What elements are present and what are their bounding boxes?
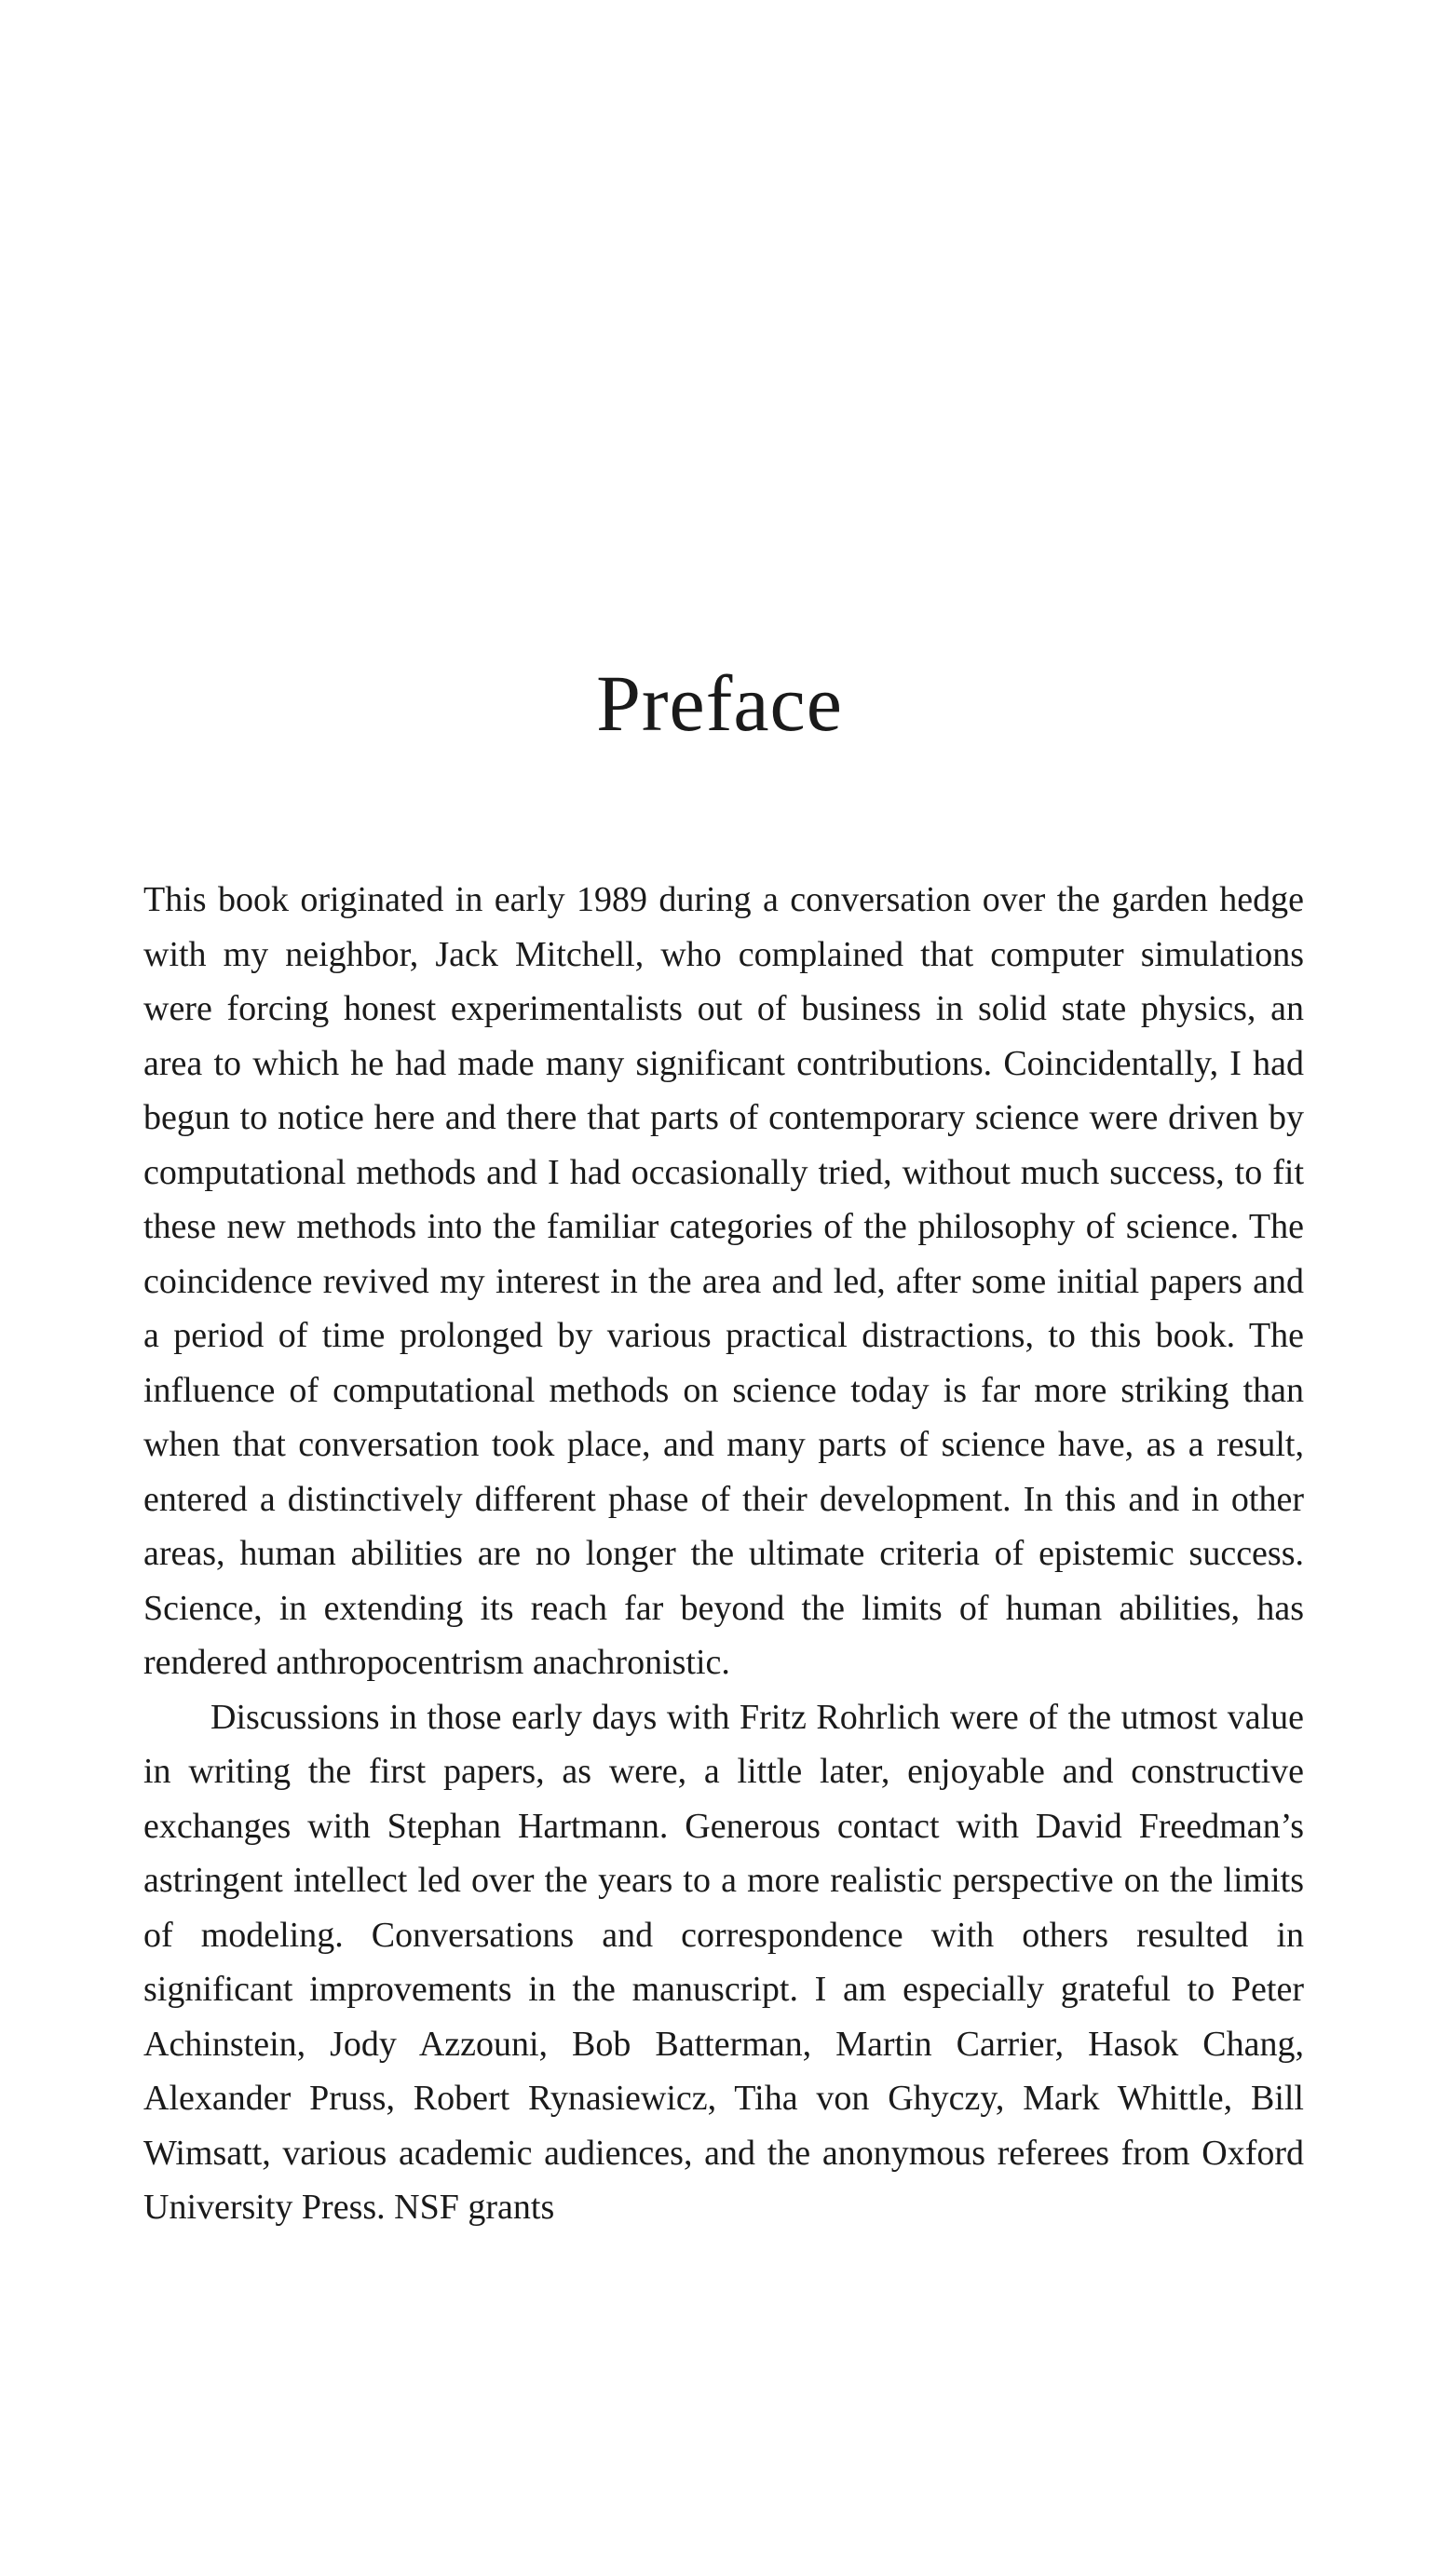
paragraph-1: This book originated in early 1989 during a conversation over the garden hedge with my neighbor, Jack Mitchell, who complained that computer simulations were forcing honest experimentalists out of business in solid state physics, an area to which he had made many significant contributions. Coincidentally, I had begun to notice here and there that parts of contemporary science were driven by computational methods and I had occasionally tried, without much success, to fit these new methods into the familiar categories of the philosophy of science. The coincidence revived my interest in the area and led, after some initial papers and a period of time prolonged by various practical distractions, to this book. The influence of computational methods on science today is far more striking than when that conversation took place, and many parts of science have, as a result, entered a distinctively different phase of their development. In this and in other areas, human abilities are no longer the ultimate criteria of epistemic success. Science, in extending its reach far beyond the limits of human abilities, has rendered anthropocentrism anachronistic. [143, 880, 1304, 1682]
preface-body [143, 873, 1304, 2235]
paragraph-2: Discussions in those early days with Fritz Rohrlich were of the utmost value in writing the first papers, as were, a little later, enjoyable and constructive exchanges with Stephan Hartmann. Generous contact with David Freedman’s astringent intellect led over the years to a more realistic perspective on the limits of modeling. Conversations and correspondence with others resulted in significant improvements in the manuscript. I am especially grateful to Peter Achinstein, Jody Azzouni, Bob Batterman, Martin Carrier, Hasok Chang, Alexander Pruss, Robert Rynasiewicz, Tiha von Ghyczy, Mark Whittle, Bill Wimsatt, various academic audiences, and the anonymous referees from Oxford University Press. NSF grants [143, 1697, 1304, 2227]
page-title: Preface [596, 658, 843, 748]
